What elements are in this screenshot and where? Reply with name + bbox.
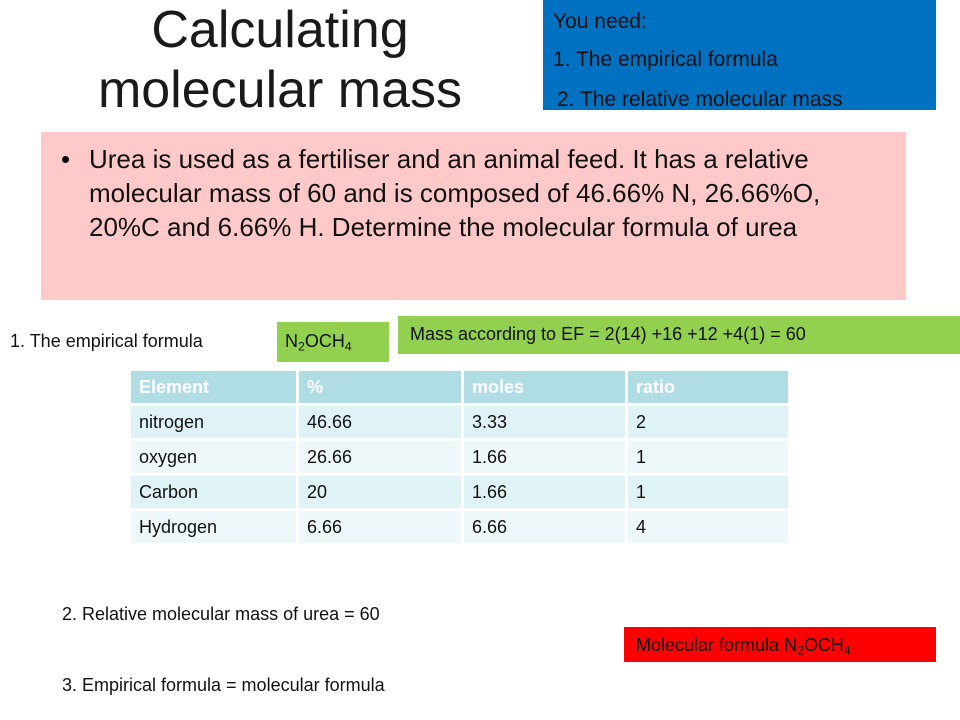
ef-och: OCH	[304, 331, 345, 351]
you-need-heading: You need:	[553, 10, 647, 33]
problem-text: Urea is used as a fertiliser and an animal feed. It has a relative molecular mass of 60 and is composed of 46.66% N, 26.66%O, 20%C and 6.66% H. Determine the molecular formula of urea	[89, 144, 821, 242]
empirical-formula-badge	[277, 322, 389, 362]
table-row	[131, 476, 788, 508]
title-line-1: Calculating	[151, 1, 409, 59]
header-moles: moles	[464, 371, 625, 403]
header-percent: %	[299, 371, 461, 403]
problem-box	[41, 132, 906, 300]
element-ratio-table	[128, 368, 791, 546]
cell-percent: 20	[299, 476, 461, 508]
cell-moles: 6.66	[464, 511, 625, 543]
cell-element: Carbon	[131, 476, 296, 508]
ef-n-count: 2	[298, 339, 305, 354]
mf-och: OCH	[803, 635, 844, 655]
you-need-item-2: 2. The relative molecular mass	[557, 88, 843, 111]
cell-percent: 6.66	[299, 511, 461, 543]
cell-percent: 26.66	[299, 441, 461, 473]
header-element: Element	[131, 371, 296, 403]
title-line-2: molecular mass	[97, 61, 463, 119]
table-row	[131, 441, 788, 473]
slide-title	[60, 0, 500, 120]
cell-element: Hydrogen	[131, 511, 296, 543]
you-need-box	[543, 0, 936, 110]
cell-element: nitrogen	[131, 406, 296, 438]
step-2-text: 2. Relative molecular mass of urea = 60	[62, 604, 380, 624]
cell-moles: 1.66	[464, 476, 625, 508]
mf-h-count: 4	[843, 643, 851, 658]
cell-ratio: 4	[628, 511, 788, 543]
cell-ratio: 1	[628, 476, 788, 508]
table-row	[131, 511, 788, 543]
cell-element: oxygen	[131, 441, 296, 473]
mf-n-count: 2	[797, 643, 804, 658]
mf-label: Molecular formula	[636, 635, 785, 655]
table-header-row	[131, 371, 788, 403]
ef-h-count: 4	[344, 339, 352, 354]
cell-moles: 3.33	[464, 406, 625, 438]
cell-percent: 46.66	[299, 406, 461, 438]
cell-moles: 1.66	[464, 441, 625, 473]
mass-check-box: Mass according to EF = 2(14) +16 +12 +4(1) = 60	[398, 316, 960, 354]
molecular-formula-box	[624, 627, 936, 662]
ef-n: N	[285, 331, 298, 351]
empirical-formula-label: 1. The empirical formula	[10, 331, 203, 351]
you-need-item-1: 1. The empirical formula	[553, 48, 778, 71]
cell-ratio: 2	[628, 406, 788, 438]
table-row	[131, 406, 788, 438]
mf-n: N	[784, 635, 798, 655]
header-ratio: ratio	[628, 371, 788, 403]
cell-ratio: 1	[628, 441, 788, 473]
bullet-point: •	[61, 144, 71, 174]
step-3-text: 3. Empirical formula = molecular formula	[62, 675, 385, 695]
